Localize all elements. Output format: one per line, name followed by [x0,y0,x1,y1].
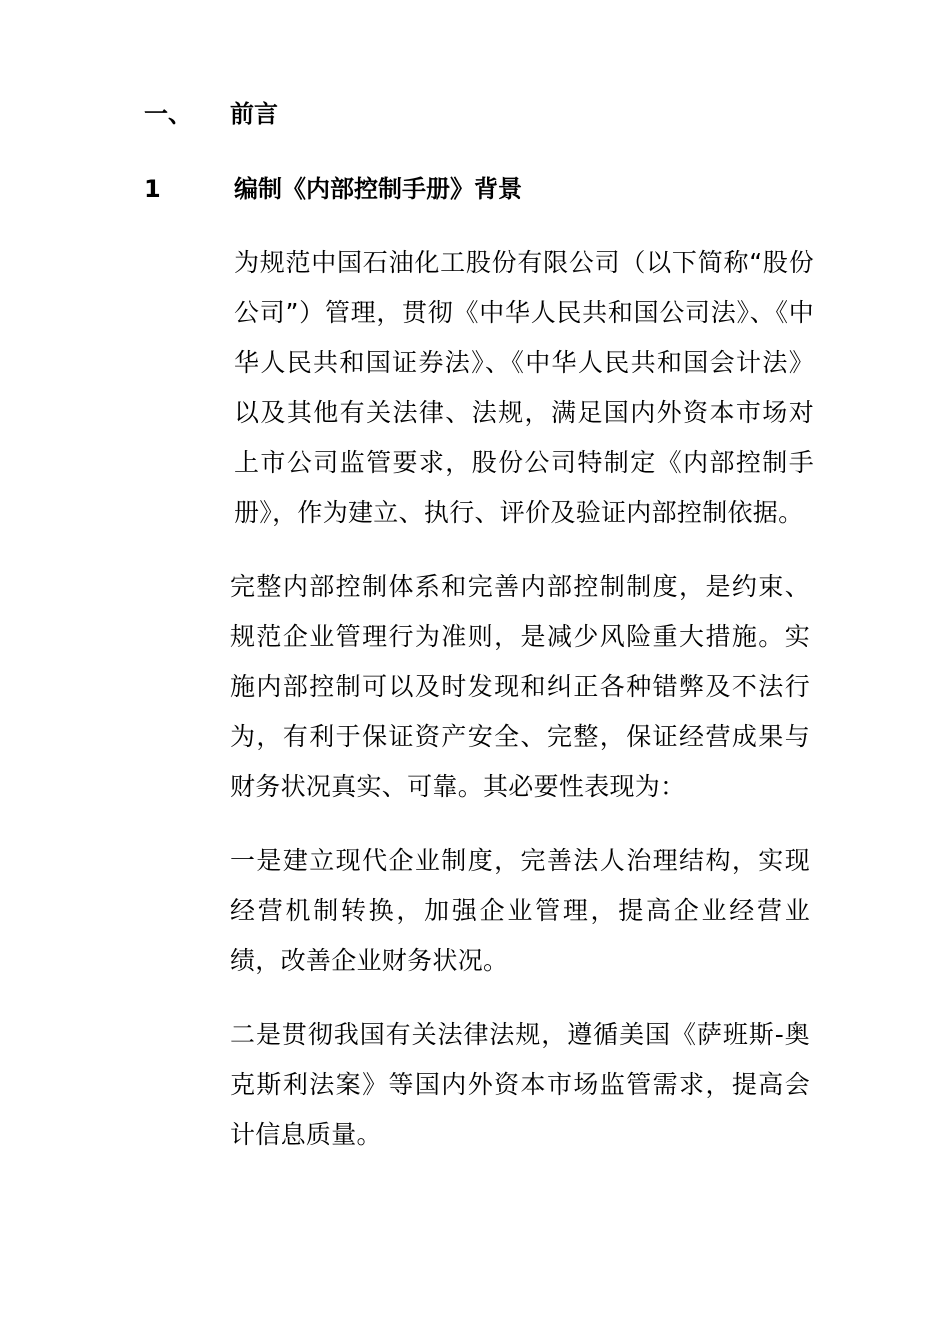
paragraph-internal-control-importance: 完整内部控制体系和完善内部控制制度，是约束、规范企业管理行为准则，是减少风险重大措施。实施内部控制可以及时发现和纠正各种错弊及不法行为，有利于保证资产安全、完整，保证经营成果与财务状况真实、可靠。其必要性表现为： [230,572,810,801]
section-title: 前言 [230,100,278,128]
subsection-title: 编制《内部控制手册》背景 [234,175,522,203]
paragraph-point-two: 二是贯彻我国有关法律法规，遵循美国《萨班斯-奥克斯利法案》等国内外资本市场监管需求，提高会计信息质量。 [230,1020,810,1149]
section-number: 一、 [144,100,192,128]
paragraph-background: 为规范中国石油化工股份有限公司（以下简称“股份公司”）管理，贯彻《中华人民共和国公司法》、《中华人民共和国证券法》、《中华人民共和国会计法》以及其他有关法律、法规，满足国内外资本市场对上市公司监管要求，股份公司特制定《内部控制手册》，作为建立、执行、评价及验证内部控制依据。 [234,248,814,527]
paragraph-point-one: 一是建立现代企业制度，完善法人治理结构，实现经营机制转换，加强企业管理，提高企业经营业绩，改善企业财务状况。 [230,846,810,975]
section-heading [144,99,844,129]
subsection-heading [144,174,844,204]
subsection-number: 1 [144,175,161,203]
